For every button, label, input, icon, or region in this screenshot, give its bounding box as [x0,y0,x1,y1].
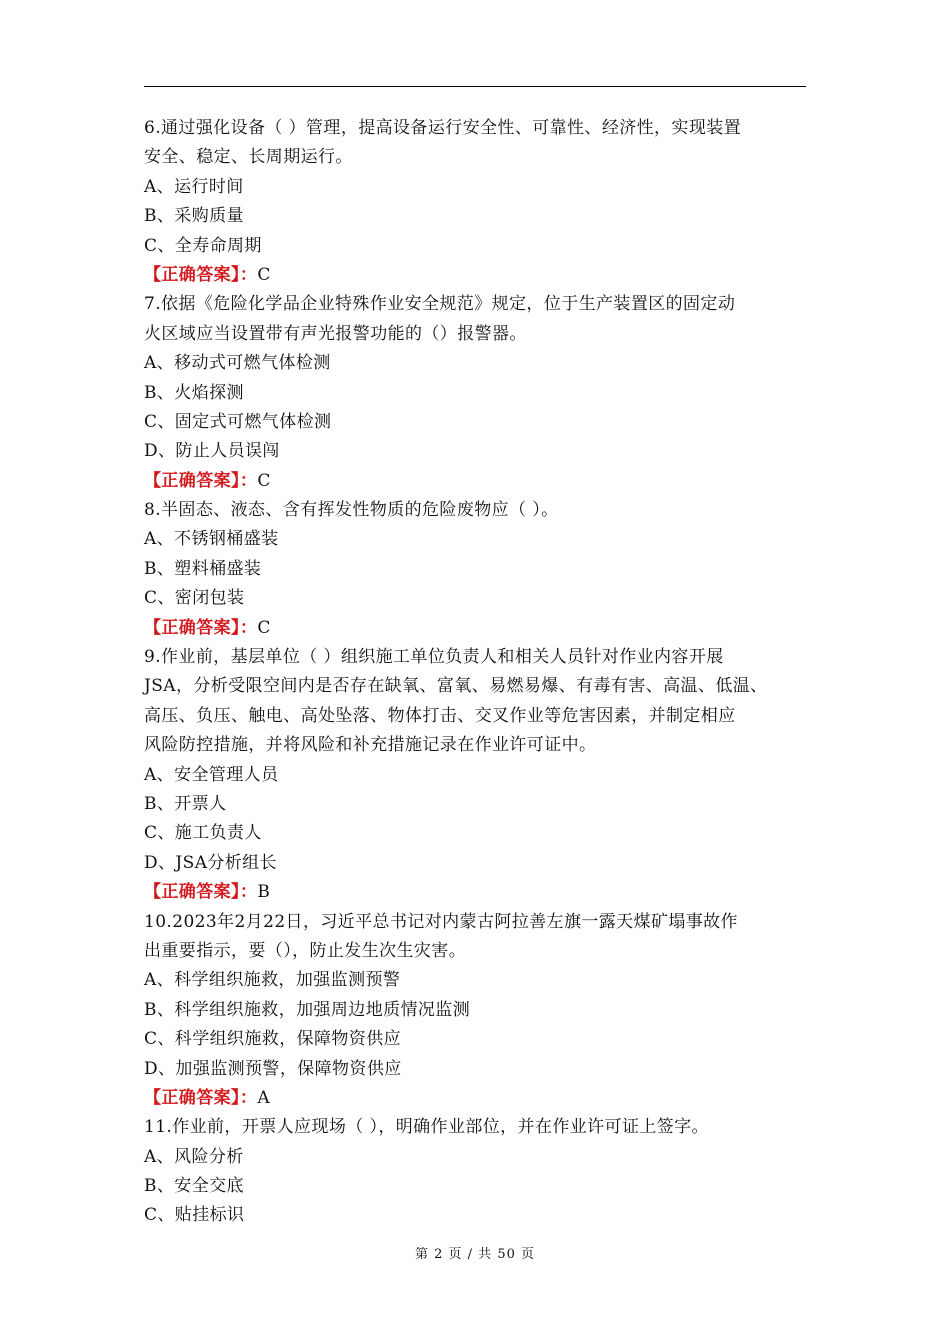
question-stem-line: 9.作业前，基层单位（ ）组织施工单位负责人和相关人员针对作业内容开展 [144,647,724,668]
answer-option: D、加强监测预警，保障物资供应 [144,1058,402,1079]
question-block [144,496,814,643]
answer-option: C、固定式可燃气体检测 [144,411,332,432]
answer-option: D、JSA分析组长 [144,852,277,873]
question-block [144,1113,814,1231]
correct-answer-label: 【正确答案】： [144,470,258,491]
question-stem-line: 高压、负压、触电、高处坠落、物体打击、交叉作业等危害因素，并制定相应 [144,705,736,726]
answer-option: C、全寿命周期 [144,235,262,256]
question-stem-line: 8.半固态、液态、含有挥发性物质的危险废物应（ ）。 [144,500,559,521]
answer-option: A、风险分析 [144,1146,244,1167]
correct-answer-label: 【正确答案】： [144,264,258,285]
answer-option: B、塑料桶盛装 [144,558,262,579]
correct-answer-value: C [257,617,271,638]
question-stem-line: 11.作业前，开票人应现场（ ），明确作业部位，并在作业许可证上签字。 [144,1117,709,1138]
answer-option: B、开票人 [144,793,227,814]
answer-option: A、移动式可燃气体检测 [144,353,331,374]
correct-answer-label: 【正确答案】： [144,882,258,903]
question-block [144,290,814,496]
question-stem-line: 风险防控措施，并将风险和补充措施记录在作业许可证中。 [144,735,597,756]
question-block [144,114,814,290]
answer-option: C、密闭包装 [144,588,245,609]
correct-answer-value: C [257,470,271,491]
correct-answer-value: B [257,882,271,903]
correct-answer-line [144,878,814,907]
correct-answer-value: C [257,264,271,285]
question-stem-line: 6.通过强化设备（ ）管理，提高设备运行安全性、可靠性、经济性，实现装置 [144,118,742,138]
answer-option: B、采购质量 [144,206,244,227]
correct-answer-label: 【正确答案】： [144,1087,258,1108]
answer-option: B、科学组织施救，加强周边地质情况监测 [144,999,471,1020]
answer-option: C、科学组织施救，保障物资供应 [144,1029,402,1050]
answer-option: A、安全管理人员 [144,764,279,785]
question-list [144,114,814,1231]
answer-option: D、防止人员误闯 [144,441,280,462]
answer-option: C、施工负责人 [144,823,262,844]
question-stem-line: JSA，分析受限空间内是否存在缺氧、富氧、易燃易爆、有毒有害、高温、低温、 [144,676,768,697]
header-rule [144,86,806,87]
question-stem-line: 火区域应当设置带有声光报警功能的（）报警器。 [144,323,527,344]
correct-answer-line [144,1084,814,1113]
correct-answer-value: A [257,1087,270,1108]
correct-answer-line [144,467,814,496]
correct-answer-line [144,261,814,290]
page-footer: 第 2 页 / 共 50 页 [415,1247,535,1262]
answer-option: A、运行时间 [144,176,244,197]
answer-option: B、火焰探测 [144,382,244,403]
correct-answer-label: 【正确答案】： [144,617,258,638]
answer-option: B、安全交底 [144,1176,244,1197]
correct-answer-line [144,614,814,643]
question-stem-line: 10.2023年2月22日，习近平总书记对内蒙古阿拉善左旗一露天煤矿塌事故作 [144,911,738,932]
question-block [144,908,814,1114]
answer-option: C、贴挂标识 [144,1205,245,1226]
question-stem-line: 7.依据《危险化学品企业特殊作业安全规范》规定，位于生产装置区的固定动 [144,294,736,315]
question-stem-line: 安全、稳定、长周期运行。 [144,147,353,168]
question-block [144,643,814,908]
answer-option: A、不锈钢桶盛装 [144,529,279,550]
answer-option: A、科学组织施救，加强监测预警 [144,970,401,991]
question-stem-line: 出重要指示，要（），防止发生次生灾害。 [144,940,467,961]
